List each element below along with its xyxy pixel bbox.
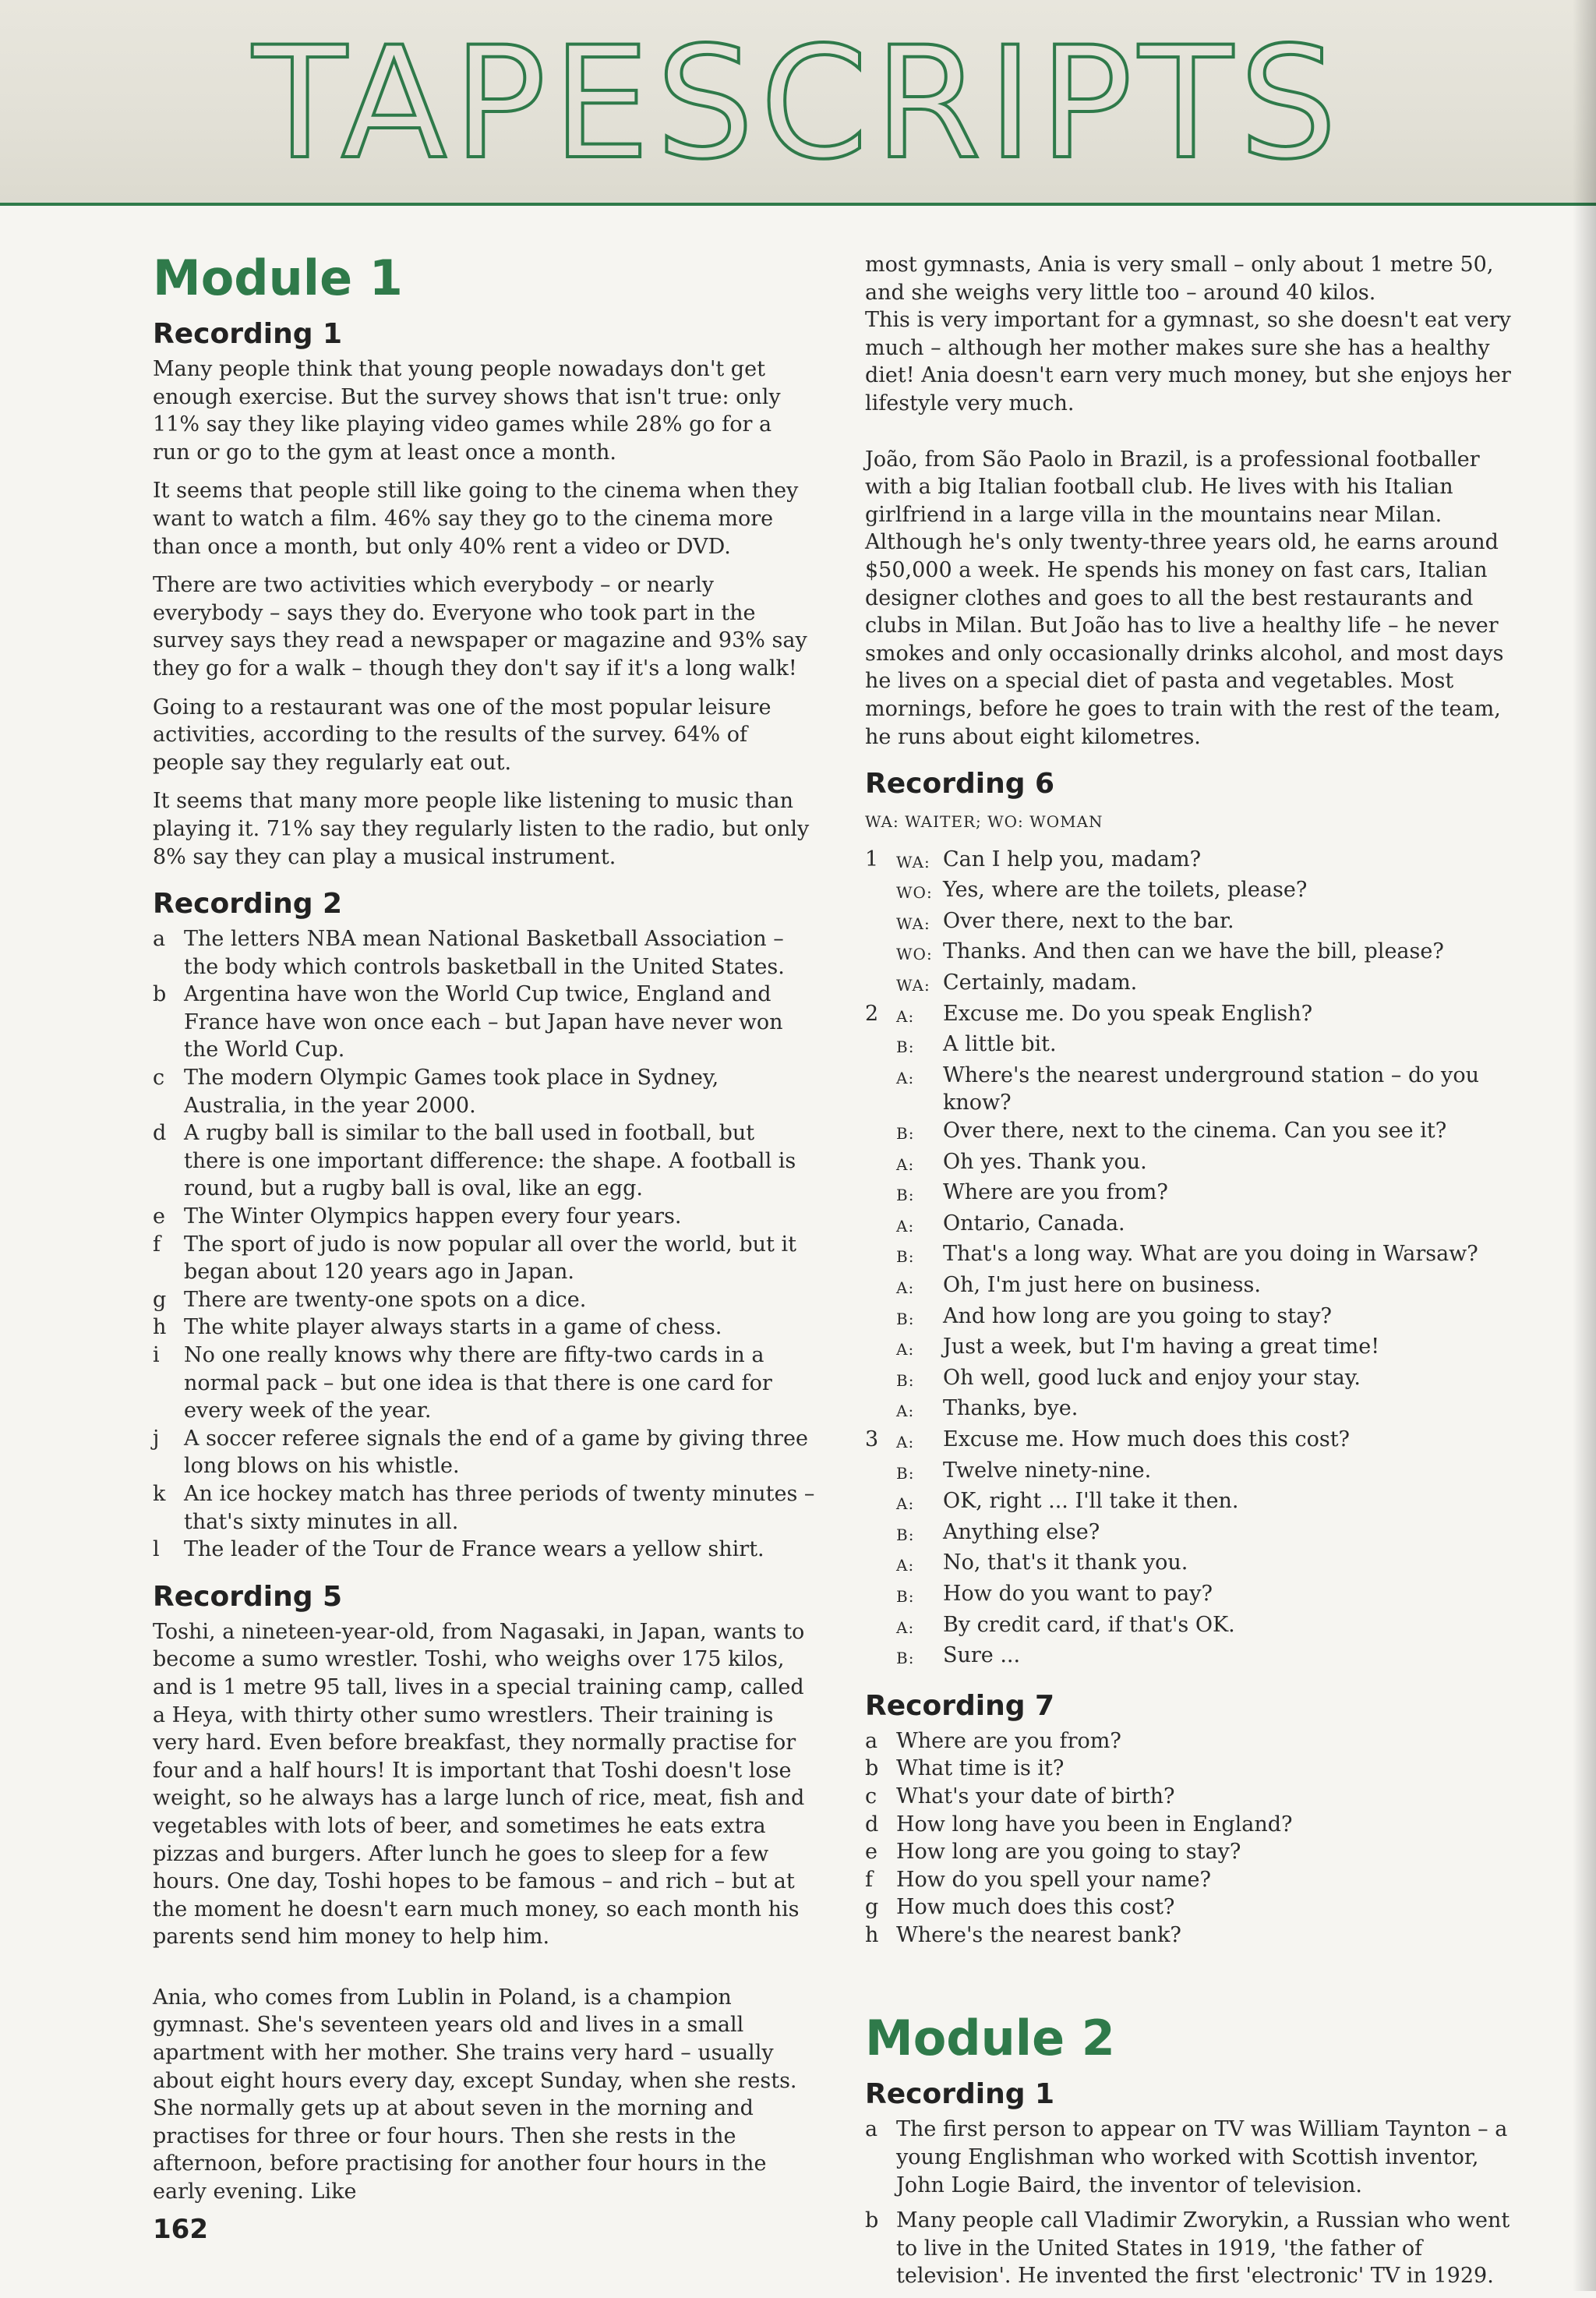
right-column (865, 251, 1527, 2298)
recording-1-heading: Recording 1 (153, 318, 343, 350)
dialogue-line: B: That's a long way. What are you doing in Warsaw? (896, 1242, 1478, 1267)
dialogue-line: B: A little bit. (896, 1032, 1057, 1057)
recording-6-heading: Recording 6 (865, 768, 1055, 801)
dialogue-line: A: Where's the nearest underground station – do you know? (896, 1062, 1479, 1115)
dialogue-line: WA: Certainly, madam. (896, 970, 1138, 995)
dialogue-line: B: Over there, next to the cinema. Can you see it? (896, 1119, 1447, 1144)
dialogue-line: A: Thanks, bye. (896, 1396, 1079, 1421)
speaker-legend: WA: WAITER; WO: WOMAN (865, 812, 1103, 832)
dialogue-line: A: No, that's it thank you. (896, 1550, 1188, 1575)
page-edge-shadow (1573, 0, 1596, 2291)
list-item: i No one really knows why there are fifty-two cards in a normal pack – but one idea is that there is one card for every week of the year. (153, 1343, 772, 1423)
dialogue-line: WO: Yes, where are the toilets, please? (896, 878, 1308, 903)
list-item: d How long have you been in England? (865, 1812, 1293, 1837)
list-item: b What time is it? (865, 1756, 1065, 1781)
list-item: a The letters NBA mean National Basketball Association – the body which controls basketball in the United States. (153, 927, 785, 979)
page-number: 162 (153, 2214, 208, 2245)
list-item: g There are twenty-one spots on a dice. (153, 1287, 587, 1312)
dialogue-line: A: By credit card, if that's OK. (896, 1612, 1235, 1637)
list-item: b Many people call Vladimir Zworykin, a Russian who went to live in the United States in 1919, 'the father of television'. He invented the first 'electronic' TV in 1929. (865, 2208, 1510, 2289)
paragraph: most gymnasts, Ania is very small – only about 1 metre 50, and she weighs very little too – around 40 kilos. (865, 253, 1494, 305)
header-rule (0, 203, 1596, 206)
paragraph: Many people think that young people nowadays don't get enough exercise. But the survey shows that isn't true: only 11% say they like playing video games while 28% go for a run or go to the gym at least once a month. (153, 357, 781, 465)
list-item: a The first person to appear on TV was William Taynton – a young Englishman who worked with Scottish inventor, John Logie Baird, the inventor of television. (865, 2117, 1508, 2197)
paragraph: Ania, who comes from Lublin in Poland, is a champion gymnast. She's seventeen years old and lives in a small apartment with her mother. She trains very hard – usually about eight hours every day, except Sunday, when she rests. She normally gets up at about seven in the morning and practises for three or four hours. Then she rests in the afternoon, before practising for another four hours in the early evening. Like (153, 1985, 797, 2204)
list-item: c What's your date of birth? (865, 1784, 1175, 1808)
dialogue-line: A: Oh yes. Thank you. (896, 1149, 1147, 1174)
module-1-title: Module 1 (153, 249, 403, 306)
recording-7-list (865, 1727, 1527, 1950)
paragraph: João, from São Paolo in Brazil, is a professional footballer with a big Italian football club. He lives with his Italian girlfriend in a large villa in the mountains near Milan. Although he's only twenty-three years old, he earns around $50,000 a week. He spends his money on fast cars, Italian designer clothes and goes to all the best restaurants and clubs in Milan. But João has to live a healthy life – he never smokes and only occasionally drinks alcohol, and most days he lives on a special diet of pasta and vegetables. Most mornings, before he goes to train with the rest of the team, he runs about eight kilometres. (865, 447, 1504, 749)
module-2-recording-1-list (865, 2116, 1527, 2290)
module-2-recording-1-heading: Recording 1 (865, 2078, 1055, 2111)
recording-7-heading: Recording 7 (865, 1689, 1055, 1722)
dialogue-line: 3 A: Excuse me. How much does this cost? (865, 1427, 1351, 1451)
dialogue-line: WO: Thanks. And then can we have the bill, please? (896, 939, 1444, 964)
recording-5-heading: Recording 5 (153, 1580, 343, 1613)
dialogue-line: WA: Over there, next to the bar. (896, 908, 1234, 933)
dialogue-line: B: And how long are you going to stay? (896, 1303, 1332, 1328)
paragraph: There are two activities which everybody – or nearly everybody – says they do. Everyone who took part in the survey says they read a newspaper or magazine and 93% say they go for a walk – though they don't say if it's a long walk! (153, 573, 807, 681)
dialogue-line: A: Oh, I'm just here on business. (896, 1273, 1261, 1297)
dialogue-line: B: Sure ... (896, 1643, 1021, 1668)
paragraph: Toshi, a nineteen-year-old, from Nagasaki, in Japan, wants to become a sumo wrestler. Toshi, who weighs over 175 kilos, and is 1 metre 95 tall, lives in a special training camp, called a Heya, with thirty other sumo wrestlers. Their training is very hard. Even before breakfast, they normally practise for four and a half hours! It is important that Toshi doesn't lose weight, so he always has a large lunch of rice, meat, fish and vegetables with lots of beer, and sometimes he eats extra pizzas and burgers. After lunch he goes to sleep for a few hours. One day, Toshi hopes to be famous – and rich – but at the moment he doesn't earn much money, so each month his parents send him money to help him. (153, 1619, 805, 1950)
list-item: a Where are you from? (865, 1728, 1121, 1753)
dialogue-line: 2 A: Excuse me. Do you speak English? (865, 1001, 1313, 1026)
list-item: c The modern Olympic Games took place in Sydney, Australia, in the year 2000. (153, 1066, 719, 1118)
dialogue-line: B: Anything else? (896, 1519, 1100, 1544)
module-2-title: Module 2 (865, 2010, 1115, 2067)
paragraph: This is very important for a gymnast, so she doesn't eat very much – although her mother makes sure she has a healthy diet! Ania doesn't earn very much money, but she enjoys her lifestyle very much. (865, 308, 1511, 415)
list-item: f The sport of judo is now popular all over the world, but it began about 120 years ago in Japan. (153, 1232, 796, 1285)
list-item: e How long are you going to stay? (865, 1840, 1241, 1865)
list-item: d A rugby ball is similar to the ball used in football, but there is one important difference: the shape. A football is round, but a rugby ball is oval, like an egg. (153, 1121, 796, 1201)
list-item: h Where's the nearest bank? (865, 1922, 1181, 1947)
left-column (153, 248, 815, 2217)
dialogue-line: B: Where are you from? (896, 1180, 1168, 1205)
recording-2-heading: Recording 2 (153, 888, 343, 921)
dialogue-line: A: OK, right ... I'll take it then. (896, 1489, 1239, 1514)
dialogue-line: A: Just a week, but I'm having a great time! (896, 1335, 1380, 1359)
list-item: j A soccer referee signals the end of a game by giving three long blows on his whistle. (153, 1426, 808, 1479)
page-title: TAPESCRIPTS (252, 13, 1344, 193)
list-item: h The white player always starts in a game of chess. (153, 1315, 722, 1340)
paragraph: It seems that people still like going to the cinema when they want to watch a film. 46% say they go to the cinema more than once a month, but only 40% rent a video or DVD. (153, 479, 799, 559)
dialogue-line: 1 WA: Can I help you, madam? (865, 847, 1202, 871)
dialogue-line: A: Ontario, Canada. (896, 1211, 1125, 1236)
recording-6-dialogue (865, 846, 1527, 1673)
dialogue-line: B: How do you want to pay? (896, 1581, 1213, 1606)
list-item: l The leader of the Tour de France wears a yellow shirt. (153, 1537, 764, 1562)
paragraph: It seems that many more people like listening to music than playing it. 71% say they regularly listen to the radio, but only 8% say they can play a musical instrument. (153, 789, 810, 869)
list-item: b Argentina have won the World Cup twice, England and France have won once each – but Japan have never won the World Cup. (153, 982, 783, 1062)
dialogue-line: B: Oh well, good luck and enjoy your stay. (896, 1365, 1361, 1390)
list-item: g How much does this cost? (865, 1895, 1175, 1920)
list-item: e The Winter Olympics happen every four years. (153, 1204, 682, 1229)
list-item: k An ice hockey match has three periods of twenty minutes – that's sixty minutes in all. (153, 1481, 815, 1534)
recording-2-list (153, 925, 815, 1564)
dialogue-line: B: Twelve ninety-nine. (896, 1458, 1152, 1483)
list-item: f How do you spell your name? (865, 1867, 1211, 1892)
paragraph: Going to a restaurant was one of the most popular leisure activities, according to the results of the survey. 64% of people say they regularly eat out. (153, 695, 772, 775)
